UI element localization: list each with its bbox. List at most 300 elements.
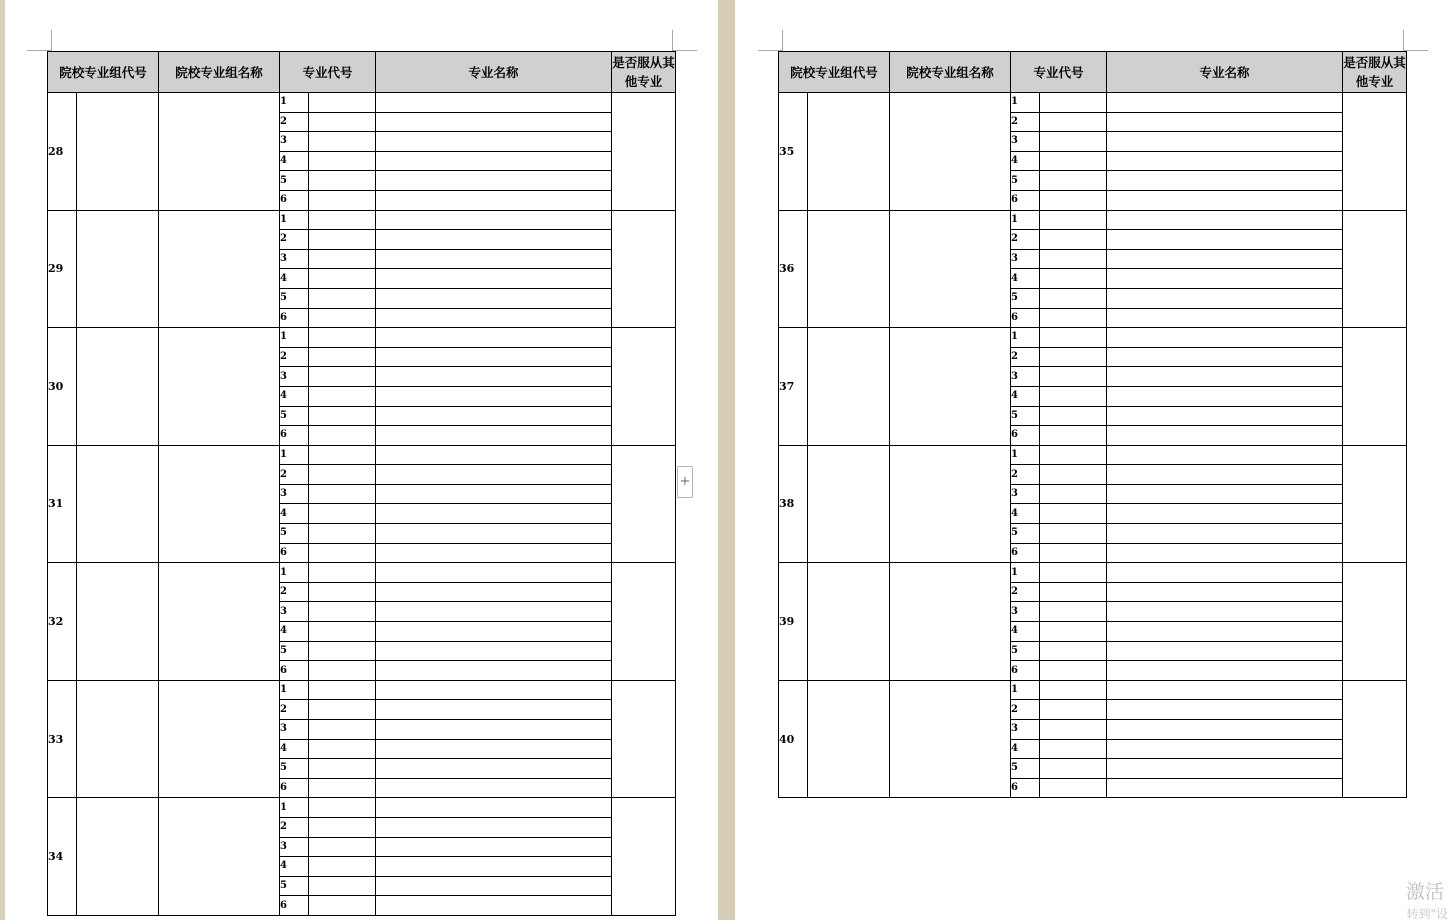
group-name-cell[interactable] [159,798,280,916]
major-code-cell[interactable] [309,563,376,583]
major-index: 1 [1011,210,1040,230]
major-name-cell[interactable] [376,190,612,210]
header-major-code: 专业代号 [1011,52,1107,93]
major-code-cell[interactable] [309,151,376,171]
group-name-cell[interactable] [890,328,1011,446]
major-name-cell[interactable] [376,837,612,857]
header-obey: 是否服从其他专业 [612,52,676,93]
group-code-cell[interactable] [77,328,159,446]
header-group-code: 院校专业组代号 [779,52,890,93]
major-name-cell[interactable] [376,759,612,779]
major-name-cell[interactable] [376,465,612,485]
major-index: 5 [1011,406,1040,426]
major-code-cell[interactable] [309,680,376,700]
major-code-cell[interactable] [309,171,376,191]
major-code-cell[interactable] [309,778,376,798]
major-name-cell[interactable] [1107,661,1343,681]
table-row [779,328,1407,348]
group-number: 37 [779,328,808,446]
major-name-cell[interactable] [1107,622,1343,642]
major-name-cell[interactable] [1107,230,1343,250]
group-name-cell[interactable] [890,210,1011,328]
major-name-cell[interactable] [1107,171,1343,191]
major-code-cell[interactable] [309,720,376,740]
major-index: 6 [1011,190,1040,210]
major-index: 4 [280,622,309,642]
major-code-cell[interactable] [1040,504,1107,524]
major-index: 6 [280,778,309,798]
major-code-cell[interactable] [309,504,376,524]
group-name-cell[interactable] [159,563,280,681]
major-code-cell[interactable] [309,367,376,387]
major-index: 1 [1011,328,1040,348]
group-code-cell[interactable] [77,210,159,328]
obey-cell[interactable] [612,563,676,681]
major-code-cell[interactable] [1040,93,1107,113]
major-index: 1 [280,445,309,465]
major-code-cell[interactable] [309,347,376,367]
major-code-cell[interactable] [1040,249,1107,269]
major-name-cell[interactable] [1107,778,1343,798]
major-code-cell[interactable] [1040,367,1107,387]
major-code-cell[interactable] [309,739,376,759]
group-number: 40 [779,680,808,798]
major-name-cell[interactable] [1107,445,1343,465]
major-name-cell[interactable] [376,151,612,171]
major-name-cell[interactable] [376,328,612,348]
major-code-cell[interactable] [309,308,376,328]
major-index: 4 [1011,504,1040,524]
major-code-cell[interactable] [1040,230,1107,250]
major-index: 2 [280,230,309,250]
major-name-cell[interactable] [1107,406,1343,426]
major-code-cell[interactable] [309,896,376,916]
major-index: 5 [280,641,309,661]
major-name-cell[interactable] [376,230,612,250]
group-code-cell[interactable] [77,798,159,916]
major-index: 1 [280,210,309,230]
group-code-cell[interactable] [77,93,159,211]
major-name-cell[interactable] [1107,543,1343,563]
major-name-cell[interactable] [1107,347,1343,367]
major-code-cell[interactable] [1040,720,1107,740]
major-index: 2 [1011,582,1040,602]
major-name-cell[interactable] [376,798,612,818]
major-code-cell[interactable] [309,465,376,485]
group-code-cell[interactable] [808,328,890,446]
major-name-cell[interactable] [1107,328,1343,348]
major-index: 5 [1011,641,1040,661]
major-index: 5 [280,288,309,308]
major-code-cell[interactable] [309,230,376,250]
major-name-cell[interactable] [376,778,612,798]
major-name-cell[interactable] [1107,112,1343,132]
major-name-cell[interactable] [376,210,612,230]
major-code-cell[interactable] [1040,778,1107,798]
obey-cell[interactable] [1343,680,1407,798]
obey-cell[interactable] [612,328,676,446]
major-code-cell[interactable] [1040,445,1107,465]
major-name-cell[interactable] [376,93,612,113]
major-code-cell[interactable] [1040,484,1107,504]
major-index: 1 [280,798,309,818]
activation-watermark-sub: 转到"设 [1406,907,1448,921]
group-code-cell[interactable] [808,93,890,211]
major-code-cell[interactable] [309,582,376,602]
major-code-cell[interactable] [309,857,376,877]
major-code-cell[interactable] [1040,680,1107,700]
obey-cell[interactable] [1343,563,1407,681]
major-code-cell[interactable] [309,661,376,681]
major-index: 5 [280,171,309,191]
group-number: 39 [779,563,808,681]
page-gutter [718,0,735,920]
table-row [779,445,1407,465]
major-index: 3 [1011,602,1040,622]
major-name-cell[interactable] [1107,288,1343,308]
major-index: 1 [1011,563,1040,583]
major-code-cell[interactable] [309,817,376,837]
major-name-cell[interactable] [1107,641,1343,661]
major-index: 2 [280,582,309,602]
major-name-cell[interactable] [376,386,612,406]
major-name-cell[interactable] [1107,269,1343,289]
group-name-cell[interactable] [159,210,280,328]
header-group-name: 院校专业组名称 [890,52,1011,93]
major-index: 2 [280,700,309,720]
group-number: 28 [48,93,77,211]
major-name-cell[interactable] [376,817,612,837]
major-code-cell[interactable] [1040,347,1107,367]
major-index: 5 [280,759,309,779]
major-index: 3 [280,602,309,622]
major-name-cell[interactable] [376,641,612,661]
major-code-cell[interactable] [1040,151,1107,171]
major-code-cell[interactable] [309,328,376,348]
major-index: 6 [1011,543,1040,563]
major-name-cell[interactable] [1107,308,1343,328]
major-index: 1 [280,93,309,113]
major-code-cell[interactable] [1040,759,1107,779]
major-name-cell[interactable] [376,132,612,152]
major-code-cell[interactable] [1040,308,1107,328]
header-group-code: 院校专业组代号 [48,52,159,93]
major-name-cell[interactable] [1107,700,1343,720]
table-row [48,93,676,113]
header-row [48,52,676,93]
major-code-cell[interactable] [1040,406,1107,426]
major-name-cell[interactable] [376,347,612,367]
major-code-cell[interactable] [1040,386,1107,406]
group-name-cell[interactable] [159,328,280,446]
major-name-cell[interactable] [376,112,612,132]
obey-cell[interactable] [1343,328,1407,446]
major-index: 4 [1011,739,1040,759]
major-index: 4 [280,386,309,406]
major-name-cell[interactable] [376,543,612,563]
major-name-cell[interactable] [1107,132,1343,152]
table-row [48,328,676,348]
obey-cell[interactable] [612,445,676,563]
major-code-cell[interactable] [1040,465,1107,485]
major-code-cell[interactable] [309,269,376,289]
table-row [48,445,676,465]
major-code-cell[interactable] [309,543,376,563]
group-name-cell[interactable] [890,680,1011,798]
major-code-cell[interactable] [309,406,376,426]
major-index: 2 [280,465,309,485]
major-index: 4 [280,739,309,759]
table-row [48,210,676,230]
header-group-name: 院校专业组名称 [159,52,280,93]
group-number: 38 [779,445,808,563]
major-name-cell[interactable] [376,563,612,583]
major-index: 1 [1011,445,1040,465]
major-index: 4 [280,269,309,289]
major-code-cell[interactable] [309,622,376,642]
major-name-cell[interactable] [376,661,612,681]
major-name-cell[interactable] [376,269,612,289]
group-name-cell[interactable] [890,445,1011,563]
group-code-cell[interactable] [77,563,159,681]
major-code-cell[interactable] [1040,622,1107,642]
major-code-cell[interactable] [309,132,376,152]
add-column-button[interactable]: + [677,466,693,498]
major-index: 4 [1011,622,1040,642]
major-index: 5 [1011,759,1040,779]
major-name-cell[interactable] [376,308,612,328]
major-code-cell[interactable] [309,249,376,269]
major-name-cell[interactable] [1107,680,1343,700]
major-index: 6 [280,543,309,563]
major-name-cell[interactable] [1107,484,1343,504]
major-code-cell[interactable] [309,288,376,308]
major-name-cell[interactable] [1107,386,1343,406]
major-index: 3 [280,837,309,857]
major-index: 3 [280,249,309,269]
major-name-cell[interactable] [376,700,612,720]
obey-cell[interactable] [1343,93,1407,211]
major-code-cell[interactable] [1040,563,1107,583]
major-code-cell[interactable] [1040,582,1107,602]
group-code-cell[interactable] [77,445,159,563]
major-name-cell[interactable] [1107,563,1343,583]
major-index: 3 [1011,132,1040,152]
table-row [779,93,1407,113]
major-index: 4 [1011,151,1040,171]
group-number: 31 [48,445,77,563]
major-name-cell[interactable] [1107,190,1343,210]
group-number: 36 [779,210,808,328]
major-name-cell[interactable] [376,680,612,700]
major-code-cell[interactable] [309,112,376,132]
major-code-cell[interactable] [309,524,376,544]
header-obey: 是否服从其他专业 [1343,52,1407,93]
major-name-cell[interactable] [376,171,612,191]
group-name-cell[interactable] [159,680,280,798]
major-index: 4 [1011,269,1040,289]
major-name-cell[interactable] [376,406,612,426]
major-index: 2 [1011,230,1040,250]
major-code-cell[interactable] [1040,543,1107,563]
major-name-cell[interactable] [1107,426,1343,446]
major-index: 4 [280,151,309,171]
major-code-cell[interactable] [1040,288,1107,308]
major-index: 6 [280,190,309,210]
table-row [48,798,676,818]
major-code-cell[interactable] [1040,602,1107,622]
group-name-cell[interactable] [890,93,1011,211]
major-name-cell[interactable] [376,896,612,916]
major-name-cell[interactable] [1107,93,1343,113]
major-index: 2 [280,347,309,367]
major-code-cell[interactable] [1040,641,1107,661]
major-index: 3 [1011,249,1040,269]
major-name-cell[interactable] [376,426,612,446]
major-code-cell[interactable] [309,445,376,465]
major-code-cell[interactable] [1040,700,1107,720]
major-index: 1 [280,328,309,348]
group-name-cell[interactable] [159,445,280,563]
obey-cell[interactable] [1343,445,1407,563]
table-row [779,563,1407,583]
major-name-cell[interactable] [376,720,612,740]
page-corner-mark [1403,30,1428,51]
major-index: 6 [1011,661,1040,681]
major-name-cell[interactable] [1107,210,1343,230]
table-row [779,680,1407,700]
header-major-code: 专业代号 [280,52,376,93]
major-code-cell[interactable] [1040,112,1107,132]
major-name-cell[interactable] [1107,151,1343,171]
major-name-cell[interactable] [1107,602,1343,622]
major-index: 1 [1011,680,1040,700]
major-index: 2 [280,817,309,837]
obey-cell[interactable] [1343,210,1407,328]
major-code-cell[interactable] [309,210,376,230]
major-code-cell[interactable] [1040,132,1107,152]
major-code-cell[interactable] [1040,190,1107,210]
major-index: 1 [1011,93,1040,113]
major-name-cell[interactable] [376,504,612,524]
major-index: 2 [1011,700,1040,720]
obey-cell[interactable] [612,93,676,211]
major-code-cell[interactable] [309,798,376,818]
group-code-cell[interactable] [808,563,890,681]
major-code-cell[interactable] [1040,524,1107,544]
group-code-cell[interactable] [808,210,890,328]
major-index: 1 [280,680,309,700]
header-major-name: 专业名称 [1107,52,1343,93]
table-row [48,563,676,583]
major-name-cell[interactable] [1107,524,1343,544]
volunteer-table-page-1 [47,51,676,916]
group-code-cell[interactable] [77,680,159,798]
major-code-cell[interactable] [309,93,376,113]
major-code-cell[interactable] [309,700,376,720]
major-index: 3 [280,484,309,504]
group-number: 32 [48,563,77,681]
major-index: 5 [1011,524,1040,544]
major-name-cell[interactable] [376,857,612,877]
major-code-cell[interactable] [309,759,376,779]
major-index: 4 [280,504,309,524]
major-name-cell[interactable] [1107,465,1343,485]
major-name-cell[interactable] [376,445,612,465]
major-name-cell[interactable] [1107,759,1343,779]
major-name-cell[interactable] [1107,739,1343,759]
major-code-cell[interactable] [309,837,376,857]
major-index: 3 [1011,367,1040,387]
page-corner-mark [758,30,783,51]
major-name-cell[interactable] [376,602,612,622]
major-index: 6 [280,661,309,681]
group-code-cell[interactable] [808,680,890,798]
major-code-cell[interactable] [1040,269,1107,289]
major-code-cell[interactable] [1040,328,1107,348]
obey-cell[interactable] [612,798,676,916]
obey-cell[interactable] [612,210,676,328]
major-name-cell[interactable] [1107,720,1343,740]
document-page-1 [5,0,718,920]
major-code-cell[interactable] [1040,661,1107,681]
major-index: 2 [1011,347,1040,367]
major-name-cell[interactable] [1107,249,1343,269]
major-code-cell[interactable] [309,602,376,622]
major-code-cell[interactable] [309,876,376,896]
volunteer-table-page-2 [778,51,1407,798]
major-code-cell[interactable] [1040,739,1107,759]
major-code-cell[interactable] [1040,171,1107,191]
major-name-cell[interactable] [1107,504,1343,524]
major-code-cell[interactable] [1040,426,1107,446]
group-name-cell[interactable] [159,93,280,211]
major-index: 3 [280,367,309,387]
group-name-cell[interactable] [890,563,1011,681]
major-code-cell[interactable] [309,641,376,661]
major-name-cell[interactable] [376,622,612,642]
major-code-cell[interactable] [309,190,376,210]
major-index: 5 [280,876,309,896]
major-index: 6 [1011,308,1040,328]
major-index: 5 [280,406,309,426]
group-code-cell[interactable] [808,445,890,563]
group-number: 30 [48,328,77,446]
major-name-cell[interactable] [376,484,612,504]
major-code-cell[interactable] [309,386,376,406]
major-name-cell[interactable] [1107,367,1343,387]
major-code-cell[interactable] [1040,210,1107,230]
major-name-cell[interactable] [376,249,612,269]
major-index: 6 [280,896,309,916]
document-page-2 [735,0,1450,920]
major-name-cell[interactable] [376,367,612,387]
page-corner-mark [672,30,697,51]
group-number: 34 [48,798,77,916]
obey-cell[interactable] [612,680,676,798]
major-index: 4 [1011,386,1040,406]
major-name-cell[interactable] [376,876,612,896]
major-name-cell[interactable] [1107,582,1343,602]
major-name-cell[interactable] [376,288,612,308]
major-name-cell[interactable] [376,524,612,544]
major-index: 6 [280,308,309,328]
major-index: 5 [1011,171,1040,191]
major-name-cell[interactable] [376,739,612,759]
major-code-cell[interactable] [309,484,376,504]
major-name-cell[interactable] [376,582,612,602]
major-code-cell[interactable] [309,426,376,446]
